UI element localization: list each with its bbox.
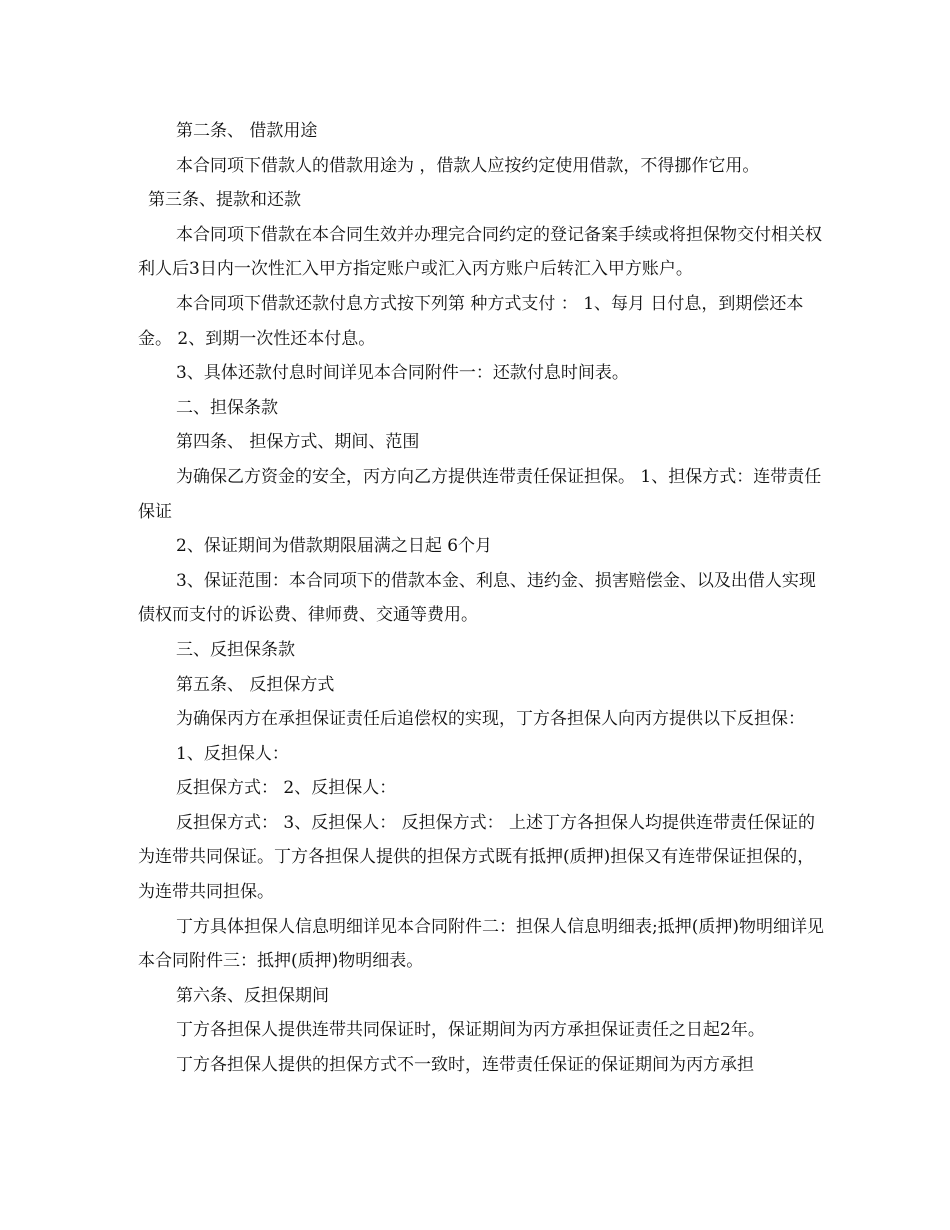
article-5-heading: 第五条、 反担保方式 (176, 674, 335, 695)
section-2-heading: 二、担保条款 (176, 397, 278, 418)
repayment-schedule-paragraph: 3、具体还款付息时间详见本合同附件一：还款付息时间表。 (176, 363, 629, 384)
section-3-heading: 三、反担保条款 (176, 639, 295, 660)
guarantee-method-paragraph: 为确保乙方资金的安全，丙方向乙方提供连带责任保证担保。 1、担保方式：连带责任保证 (138, 466, 822, 522)
counter-guarantee-intro-paragraph: 为确保丙方在承担保证责任后追偿权的实现，丁方各担保人向丙方提供以下反担保： (176, 709, 805, 730)
joint-guarantee-period-paragraph: 丁方各担保人提供连带共同保证时，保证期间为丙方承担保证责任之日起2年。 (176, 1020, 765, 1041)
loan-purpose-paragraph: 本合同项下借款人的借款用途为 ，借款人应按约定使用借款，不得挪作它用。 (176, 155, 760, 176)
counter-guarantor-1-line: 1、反担保人： (176, 743, 289, 764)
article-3-heading: 第三条、提款和还款 (148, 190, 301, 211)
guarantee-scope-paragraph: 3、保证范围：本合同项下的借款本金、利息、违约金、损害赔偿金、以及出借人实现债权而支付的诉讼费、律师费、交通等费用。 (138, 570, 816, 626)
mixed-guarantee-period-paragraph: 丁方各担保人提供的担保方式不一致时，连带责任保证的保证期间为丙方承担 (176, 1055, 754, 1076)
guarantee-period-paragraph: 2、保证期间为借款期限届满之日起 6个月 (176, 536, 493, 557)
document-body (138, 114, 828, 1083)
article-2-heading: 第二条、 借款用途 (176, 121, 318, 141)
article-6-heading: 第六条、反担保期间 (176, 985, 329, 1006)
counter-guarantor-2-line: 反担保方式： 2、反担保人： (176, 778, 397, 799)
disbursement-paragraph: 本合同项下借款在本合同生效并办理完合同约定的登记备案手续或将担保物交付相关权利人后3日内一次性汇入甲方指定账户或汇入丙方账户后转汇入甲方账户。 (138, 224, 822, 280)
repayment-method-paragraph: 本合同项下借款还款付息方式按下列第 种方式支付 ： 1、每月 日付息，到期偿还本金。 2、到期一次性还本付息。 (138, 293, 804, 349)
counter-guarantor-3-paragraph: 反担保方式： 3、反担保人： 反担保方式： 上述丁方各担保人均提供连带责任保证的为连带共同保证。丁方各担保人提供的担保方式既有抵押(质押)担保又有连带保证担保的，为连带共同担保。 (138, 812, 816, 903)
article-4-heading: 第四条、 担保方式、期间、范围 (176, 432, 420, 453)
guarantor-details-paragraph: 丁方具体担保人信息明细详见本合同附件二：担保人信息明细表;抵押(质押)物明细详见本合同附件三：抵押(质押)物明细表。 (138, 916, 824, 972)
